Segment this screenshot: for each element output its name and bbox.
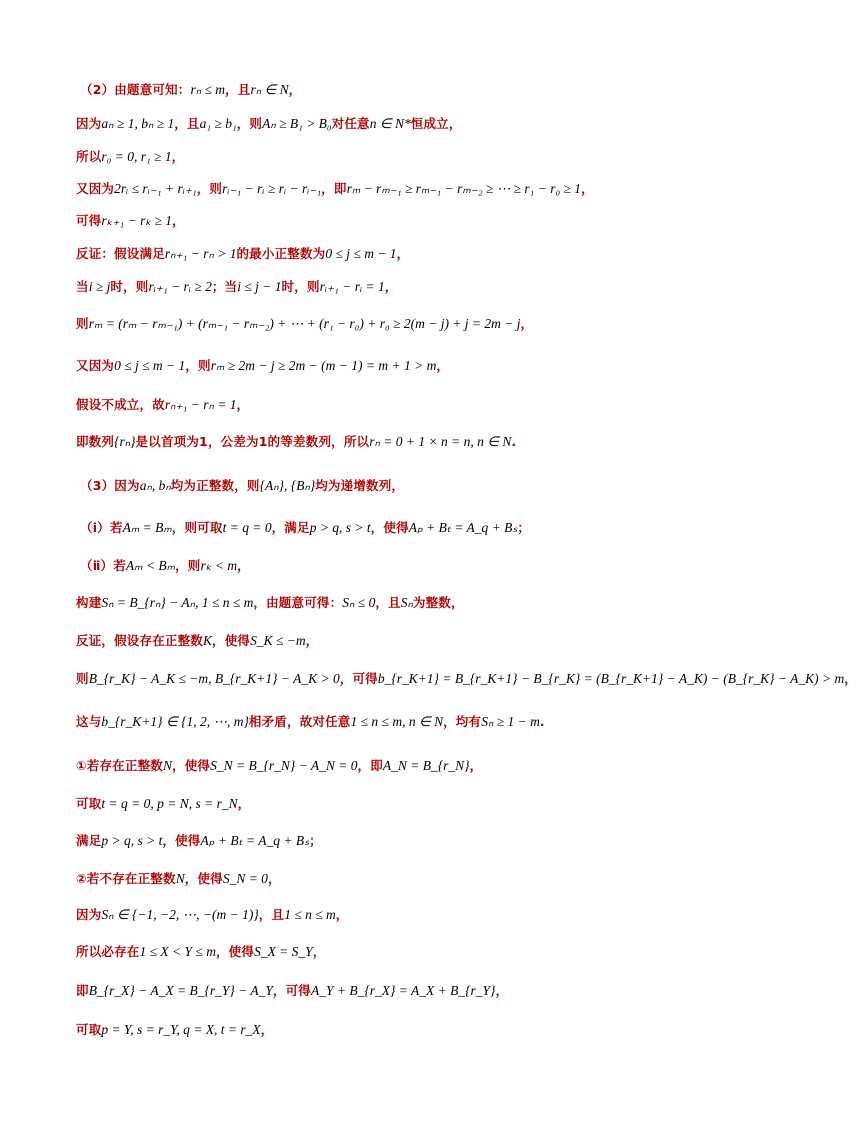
solution-line: （ⅱ）若Aₘ < Bₘ，则rₖ < m， bbox=[80, 558, 250, 573]
solution-line: 即B_{r_X} − A_X = B_{r_Y} − A_Y，可得A_Y + B_{r_X} = A_X + B_{r_Y}， bbox=[76, 983, 509, 998]
solution-line: 因为aₙ ≥ 1, bₙ ≥ 1，且a₁ ≥ b₁，则Aₙ ≥ B₁ > B₀对任意n ∈ N*恒成立， bbox=[76, 116, 462, 131]
solution-line: （2）由题意可知：rₙ ≤ m，且rₙ ∈ N， bbox=[80, 82, 302, 97]
solution-line: ②若不存在正整数N，使得S_N = 0， bbox=[76, 871, 281, 886]
solution-line: 满足p > q, s > t，使得Aₚ + Bₜ = A_q + Bₛ； bbox=[76, 833, 322, 848]
solution-line: 构建Sₙ = B_{rₙ} − Aₙ, 1 ≤ n ≤ m，由题意可得：Sₙ ≤ 0，且Sₙ为整数， bbox=[76, 595, 464, 610]
solution-line: 即数列{rₙ}是以首项为1，公差为1的等差数列，所以rₙ = 0 + 1 × n = n, n ∈ N. bbox=[76, 434, 517, 449]
solution-line: 可取p = Y, s = r_Y, q = X, t = r_X， bbox=[76, 1022, 274, 1037]
solution-line: 这与b_{r_K+1} ∈ {1, 2, ⋯, m}相矛盾，故对任意1 ≤ n ≤ m, n ∈ N，均有Sₙ ≥ 1 − m. bbox=[76, 714, 545, 729]
solution-line: 反证：假设满足rₙ₊₁ − rₙ > 1的最小正整数为0 ≤ j ≤ m − 1， bbox=[76, 246, 410, 261]
solution-line: （3）因为aₙ, bₙ均为正整数，则{Aₙ}, {Bₙ}均为递增数列， bbox=[80, 478, 405, 493]
solution-line: 所以必存在1 ≤ X < Y ≤ m，使得S_X = S_Y， bbox=[76, 944, 326, 959]
solution-line: 所以r₀ = 0, r₁ ≥ 1， bbox=[76, 149, 185, 164]
solution-line: 反证，假设存在正整数K，使得S_K ≤ −m， bbox=[76, 633, 319, 648]
solution-line: 又因为2rᵢ ≤ rᵢ₋₁ + rᵢ₊₁，则rᵢ₋₁ − rᵢ ≥ rᵢ − rᵢ₋₁，即rₘ − rₘ₋₁ ≥ rₘ₋₁ − rₘ₋₂ ≥ ⋯ ≥ r₁ − r₀ ≥ 1， bbox=[76, 181, 594, 196]
solution-line: 则rₘ = (rₘ − rₘ₋₁) + (rₘ₋₁ − rₘ₋₂) + ⋯ + (r₁ − r₀) + r₀ ≥ 2(m − j) + j = 2m − j， bbox=[76, 316, 534, 331]
solution-line: 因为Sₙ ∈ {−1, −2, ⋯, −(m − 1)}，且1 ≤ n ≤ m， bbox=[76, 907, 349, 922]
solution-line: 当i ≥ j时，则rᵢ₊₁ − rᵢ ≥ 2；当i ≤ j − 1时，则rᵢ₊₁ − rᵢ = 1， bbox=[76, 279, 398, 294]
solution-line: 则B_{r_K} − A_K ≤ −m, B_{r_K+1} − A_K > 0，可得b_{r_K+1} = B_{r_K+1} − B_{r_K} = (B_{r_K+1} − A_K) − (B_{r_K} − A_K) > m， bbox=[76, 671, 857, 686]
solution-line: 可得rₖ₊₁ − rₖ ≥ 1， bbox=[76, 213, 185, 228]
solution-line: （ⅰ）若Aₘ = Bₘ，则可取t = q = 0，满足p > q, s > t，使得Aₚ + Bₜ = A_q + Bₛ； bbox=[80, 520, 531, 535]
solution-line: 假设不成立，故rₙ₊₁ − rₙ = 1， bbox=[76, 397, 250, 412]
solution-line: 可取t = q = 0, p = N, s = r_N， bbox=[76, 796, 251, 811]
solution-line: ①若存在正整数N，使得S_N = B_{r_N} − A_N = 0，即A_N = B_{r_N}， bbox=[76, 758, 483, 773]
solution-line: 又因为0 ≤ j ≤ m − 1，则rₘ ≥ 2m − j ≥ 2m − (m − 1) = m + 1 > m， bbox=[76, 358, 450, 373]
